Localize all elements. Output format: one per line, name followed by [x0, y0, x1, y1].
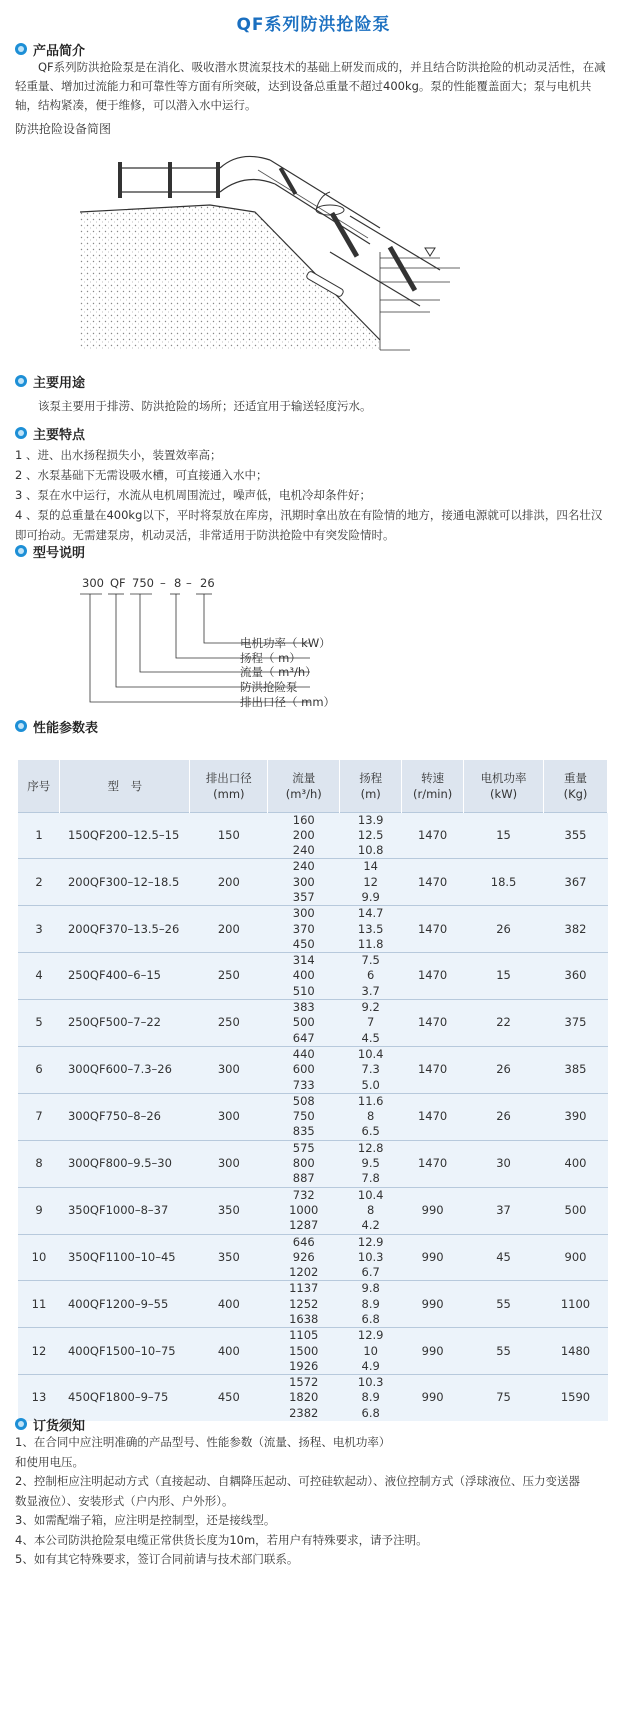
cell-head: 12.8: [340, 1140, 402, 1156]
cell-no: 9: [18, 1187, 60, 1234]
cell-flow: 400: [292, 968, 315, 983]
cell-head: 6: [367, 968, 375, 983]
cell-power: 55: [464, 1281, 544, 1328]
cell-flow: 370: [292, 921, 315, 936]
code-part-head: 8: [174, 576, 182, 590]
bullet-dot-icon: [15, 427, 27, 439]
intro-text: QF系列防洪抢险泵是在消化、吸收潜水贯流泵技术的基础上研发而成的，并且结合防洪抢险的机动灵活性，在减轻重量、增加过流能力和可靠性等方面有所突破，达到设备总重量不超过400kg。泵的性能覆盖面大；泵与电机共轴，结构紧凑，便于维修，可以潜入水中运行。: [15, 60, 606, 112]
cell-head: 7.3: [361, 1062, 380, 1077]
cell-diameter: 400: [190, 1328, 268, 1375]
cell-model: 250QF400–6–15: [60, 953, 190, 1000]
section-label: 主要用途: [33, 375, 86, 391]
order-line: 2、控制柜应注明起动方式（直接起动、自耦降压起动、可控硅软起动）、液位控制方式（浮球液位、压力变送器: [15, 1474, 581, 1488]
cell-model: 200QF370–13.5–26: [60, 906, 190, 953]
cell-head: 6.8: [361, 1405, 380, 1420]
cell-flow: 887: [292, 1171, 315, 1186]
cell-speed: 1470: [402, 1046, 464, 1093]
usage-text: 该泵主要用于排涝、防洪抢险的场所；还适宜用于输送轻度污水。: [38, 399, 372, 413]
cell-no: 10: [18, 1234, 60, 1281]
bullet-dot-icon: [15, 720, 27, 732]
cell-model: 300QF800–9.5–30: [60, 1140, 190, 1187]
section-intro-heading: [15, 40, 85, 58]
table-row: [18, 812, 608, 828]
cell-flow: 750: [292, 1109, 315, 1124]
cell-weight: 382: [544, 906, 608, 953]
cell-model: 300QF600–7.3–26: [60, 1046, 190, 1093]
table-header-cell: [60, 760, 190, 812]
cell-speed: 1470: [402, 1140, 464, 1187]
cell-weight: 390: [544, 1093, 608, 1140]
cell-model: 400QF1200–9–55: [60, 1281, 190, 1328]
cell-head: 10.4: [340, 1046, 402, 1062]
cell-flow: 926: [292, 1249, 315, 1264]
cell-weight: 355: [544, 812, 608, 859]
header-text: (r/min): [413, 786, 453, 801]
cell-head: 8: [367, 1109, 375, 1124]
cell-flow: 510: [292, 983, 315, 998]
cell-power: 26: [464, 1093, 544, 1140]
header-text: (Kg): [563, 786, 588, 801]
cell-head: 12.9: [340, 1328, 402, 1344]
cell-power: 22: [464, 1000, 544, 1047]
cell-head: 6.8: [361, 1312, 380, 1326]
header-text: 排出口径: [205, 770, 252, 785]
feature-item: 4 、泵的总重量在400kg以下，平时将泵放在库房，汛期时拿出放在有险情的地方，接通电源就可以排洪，四名壮汉即可抬动。无需建泵房，机动灵活，非常适用于防洪抢险中有突发险情时。: [15, 508, 603, 542]
code-part-power: 26: [200, 576, 215, 590]
order-line: 3、如需配端子箱，应注明是控制型，还是接线型。: [15, 1513, 276, 1527]
cell-head: 14.7: [340, 906, 402, 922]
cell-flow: 1926: [289, 1358, 319, 1373]
cell-flow: 1572: [268, 1375, 340, 1391]
section-label: 型号说明: [33, 545, 86, 561]
order-line: 数显液位）、安装形式（户内形、户外形）。: [15, 1493, 234, 1508]
cell-flow: 314: [268, 953, 340, 969]
cell-diameter: 150: [190, 812, 268, 859]
order-line: 1、在合同中应注明准确的产品型号、性能参数（流量、扬程、电机功率）: [15, 1435, 391, 1449]
cell-flow: 600: [292, 1062, 315, 1077]
cell-no: 13: [18, 1375, 60, 1421]
cell-diameter: 450: [190, 1375, 268, 1421]
cell-model: 350QF1000–8–37: [60, 1187, 190, 1234]
page-title: QF系列防洪抢险泵: [236, 15, 391, 35]
cell-flow: 1000: [289, 1202, 319, 1217]
cell-no: 3: [18, 906, 60, 953]
cell-flow: 733: [292, 1077, 315, 1092]
cell-flow: 1137: [268, 1281, 340, 1297]
model-label-power: 电机功率（ kW）: [240, 636, 331, 650]
table-row: [18, 1375, 608, 1391]
section-label: 主要特点: [33, 427, 86, 443]
cell-speed: 1470: [402, 953, 464, 1000]
cell-flow: 508: [268, 1093, 340, 1109]
cell-weight: 400: [544, 1140, 608, 1187]
model-label-flow: 流量（ m³/h）: [240, 665, 317, 679]
cell-head: 11.8: [357, 936, 384, 951]
header-text: 转速: [421, 770, 445, 785]
cell-model: 350QF1100–10–45: [60, 1234, 190, 1281]
cell-speed: 1470: [402, 906, 464, 953]
cell-head: 8.9: [361, 1390, 380, 1405]
cell-model: 450QF1800–9–75: [60, 1375, 190, 1421]
table-row: [18, 1187, 608, 1203]
cell-head: 9.9: [361, 889, 380, 904]
cell-head: 6.7: [361, 1265, 380, 1280]
cell-head: 3.7: [361, 983, 380, 998]
cell-weight: 1590: [544, 1375, 608, 1421]
section-features-heading: [15, 424, 85, 442]
cell-diameter: 400: [190, 1281, 268, 1328]
cell-head: 4.5: [361, 1030, 380, 1045]
cell-weight: 1100: [544, 1281, 608, 1328]
cell-weight: 385: [544, 1046, 608, 1093]
cell-flow: 357: [292, 889, 315, 904]
cell-head: 4.9: [361, 1358, 380, 1373]
header-text: (mm): [213, 786, 245, 801]
cell-model: 250QF500–7–22: [60, 1000, 190, 1047]
feature-item: 1 、进、出水扬程损失小，装置效率高；: [15, 448, 222, 462]
cell-model: 200QF300–12–18.5: [60, 859, 190, 906]
cell-flow: 240: [292, 843, 315, 858]
header-text: (kW): [490, 786, 518, 801]
feature-item: 2 、水泵基础下无需设吸水槽，可直接通入水中；: [15, 468, 268, 482]
cell-head: 8: [367, 1202, 375, 1217]
cell-head: 10.3: [357, 1249, 384, 1264]
cell-diameter: 200: [190, 859, 268, 906]
cell-power: 75: [464, 1375, 544, 1421]
table-header-cell: [340, 760, 402, 812]
cell-head: 8.9: [361, 1296, 380, 1311]
cell-flow: 160: [268, 812, 340, 828]
cell-model: 300QF750–8–26: [60, 1093, 190, 1140]
table-header-cell: [18, 760, 60, 812]
cell-speed: 990: [402, 1375, 464, 1421]
cell-speed: 990: [402, 1328, 464, 1375]
cell-power: 15: [464, 953, 544, 1000]
table-body: [18, 812, 608, 1421]
cell-no: 4: [18, 953, 60, 1000]
section-order-heading: [15, 1415, 85, 1433]
feature-item: 3 、泵在水中运行，水流从电机周围流过，噪声低，电机冷却条件好；: [15, 488, 371, 502]
cell-diameter: 300: [190, 1093, 268, 1140]
cell-no: 6: [18, 1046, 60, 1093]
table-row: [18, 1000, 608, 1016]
cell-flow: 647: [292, 1030, 315, 1045]
cell-power: 18.5: [464, 859, 544, 906]
cell-flow: 200: [292, 827, 315, 842]
code-part-flow: 750: [132, 576, 154, 590]
cell-flow: 300: [268, 906, 340, 922]
model-label-head: 扬程（ m）: [240, 651, 301, 665]
cell-speed: 1470: [402, 812, 464, 859]
cell-no: 2: [18, 859, 60, 906]
cell-power: 26: [464, 1046, 544, 1093]
cell-flow: 1500: [289, 1343, 319, 1358]
cell-weight: 375: [544, 1000, 608, 1047]
bullet-dot-icon: [15, 545, 27, 557]
table-row: [18, 1281, 608, 1297]
cell-diameter: 350: [190, 1187, 268, 1234]
cell-flow: 835: [292, 1124, 315, 1139]
section-perf-heading: [15, 717, 98, 735]
cell-head: 12.5: [357, 827, 384, 842]
section-label: 性能参数表: [33, 720, 99, 736]
cell-speed: 1470: [402, 1000, 464, 1047]
cell-diameter: 250: [190, 1000, 268, 1047]
table-header-cell: [268, 760, 340, 812]
order-notes: [15, 1433, 613, 1570]
cell-diameter: 200: [190, 906, 268, 953]
cell-speed: 990: [402, 1187, 464, 1234]
cell-flow: 500: [292, 1015, 315, 1030]
cell-speed: 1470: [402, 1093, 464, 1140]
cell-speed: 990: [402, 1281, 464, 1328]
section-usage-heading: [15, 372, 85, 390]
model-label-diameter: 排出口径（ mm）: [240, 695, 336, 709]
cell-diameter: 250: [190, 953, 268, 1000]
table-row: [18, 953, 608, 969]
cell-weight: 500: [544, 1187, 608, 1234]
cell-weight: 1480: [544, 1328, 608, 1375]
cell-head: 6.5: [361, 1124, 380, 1139]
cell-speed: 1470: [402, 859, 464, 906]
cell-weight: 367: [544, 859, 608, 906]
order-line: 和使用电压。: [15, 1454, 84, 1469]
cell-head: 13.5: [357, 921, 384, 936]
cell-head: 4.2: [361, 1218, 380, 1233]
cell-weight: 900: [544, 1234, 608, 1281]
cell-head: 5.0: [361, 1077, 380, 1092]
table-header-cell: [402, 760, 464, 812]
table-header-cell: [544, 760, 608, 812]
section-label: 产品简介: [33, 43, 86, 59]
bullet-dot-icon: [15, 1418, 27, 1430]
cell-power: 15: [464, 812, 544, 859]
cell-flow: 1252: [289, 1296, 319, 1311]
cell-head: 9.5: [361, 1156, 380, 1171]
header-text: (m): [360, 786, 381, 801]
bullet-dot-icon: [15, 43, 27, 55]
cell-flow: 2382: [289, 1405, 319, 1420]
table-row: [18, 1140, 608, 1156]
cell-head: 9.8: [340, 1281, 402, 1297]
cell-diameter: 300: [190, 1140, 268, 1187]
cell-power: 30: [464, 1140, 544, 1187]
header-text: 序号: [27, 778, 51, 793]
cell-head: 13.9: [340, 812, 402, 828]
code-part-dash: –: [186, 576, 192, 590]
order-line: 5、如有其它特殊要求，签订合同前请与技术部门联系。: [15, 1552, 299, 1566]
code-part-type: QF: [110, 576, 126, 590]
cell-head: 14: [340, 859, 402, 875]
header-text: 电机功率: [480, 770, 527, 785]
cell-flow: 240: [268, 859, 340, 875]
cell-head: 11.6: [340, 1093, 402, 1109]
header-text: 型 号: [107, 778, 143, 793]
cell-head: 10.4: [340, 1187, 402, 1203]
cell-flow: 1287: [289, 1218, 319, 1233]
table-row: [18, 859, 608, 875]
table-header-row: [18, 760, 608, 812]
cell-power: 37: [464, 1187, 544, 1234]
cell-head: 12: [363, 874, 378, 889]
model-leader-lines: [80, 590, 380, 710]
cell-no: 7: [18, 1093, 60, 1140]
cell-flow: 450: [292, 936, 315, 951]
header-text: 扬程: [359, 770, 383, 785]
order-line: 4、本公司防洪抢险泵电缆正常供货长度为10m，若用户有特殊要求，请予注明。: [15, 1532, 428, 1547]
cell-weight: 360: [544, 953, 608, 1000]
cell-flow: 300: [292, 874, 315, 889]
cell-no: 12: [18, 1328, 60, 1375]
cell-power: 55: [464, 1328, 544, 1375]
cell-no: 5: [18, 1000, 60, 1047]
cell-head: 10.8: [357, 843, 384, 858]
cell-head: 10: [363, 1343, 378, 1358]
cell-flow: 383: [268, 1000, 340, 1016]
performance-table: [18, 760, 608, 1421]
table-header-cell: [464, 760, 544, 812]
section-label: 订货须知: [33, 1418, 86, 1434]
bullet-dot-icon: [15, 375, 27, 387]
cell-flow: 1820: [289, 1390, 319, 1405]
header-text: 重量: [564, 770, 587, 785]
cell-flow: 575: [268, 1140, 340, 1156]
header-text: 流量: [292, 770, 316, 785]
cell-model: 150QF200–12.5–15: [60, 812, 190, 859]
cell-model: 400QF1500–10–75: [60, 1328, 190, 1375]
cell-head: 7.5: [340, 953, 402, 969]
table-header-cell: [190, 760, 268, 812]
cell-flow: 1202: [289, 1265, 319, 1280]
cell-flow: 1638: [289, 1312, 319, 1326]
table-row: [18, 906, 608, 922]
cell-speed: 990: [402, 1234, 464, 1281]
code-part-diameter: 300: [82, 576, 104, 590]
cell-head: 9.2: [340, 1000, 402, 1016]
table-row: [18, 1046, 608, 1062]
pump-installation-diagram: [80, 140, 520, 360]
table-row: [18, 1234, 608, 1250]
cell-flow: 732: [268, 1187, 340, 1203]
cell-no: 11: [18, 1281, 60, 1328]
cell-head: 7.8: [361, 1171, 380, 1186]
header-text: (m³/h): [285, 786, 322, 801]
cell-no: 8: [18, 1140, 60, 1187]
cell-diameter: 300: [190, 1046, 268, 1093]
cell-head: 7: [367, 1015, 375, 1030]
diagram-heading: 防洪抢险设备简图: [15, 122, 112, 136]
cell-no: 1: [18, 812, 60, 859]
section-model-heading: [15, 542, 85, 560]
features-list: [15, 445, 613, 545]
table-row: [18, 1328, 608, 1344]
cell-power: 45: [464, 1234, 544, 1281]
cell-diameter: 350: [190, 1234, 268, 1281]
cell-head: 12.9: [340, 1234, 402, 1250]
cell-head: 10.3: [340, 1375, 402, 1391]
model-label-type: 防洪抢险泵: [240, 680, 298, 694]
table-row: [18, 1093, 608, 1109]
cell-power: 26: [464, 906, 544, 953]
cell-flow: 440: [268, 1046, 340, 1062]
code-part-dash: –: [160, 576, 166, 590]
cell-flow: 800: [292, 1156, 315, 1171]
cell-flow: 646: [268, 1234, 340, 1250]
cell-flow: 1105: [268, 1328, 340, 1344]
